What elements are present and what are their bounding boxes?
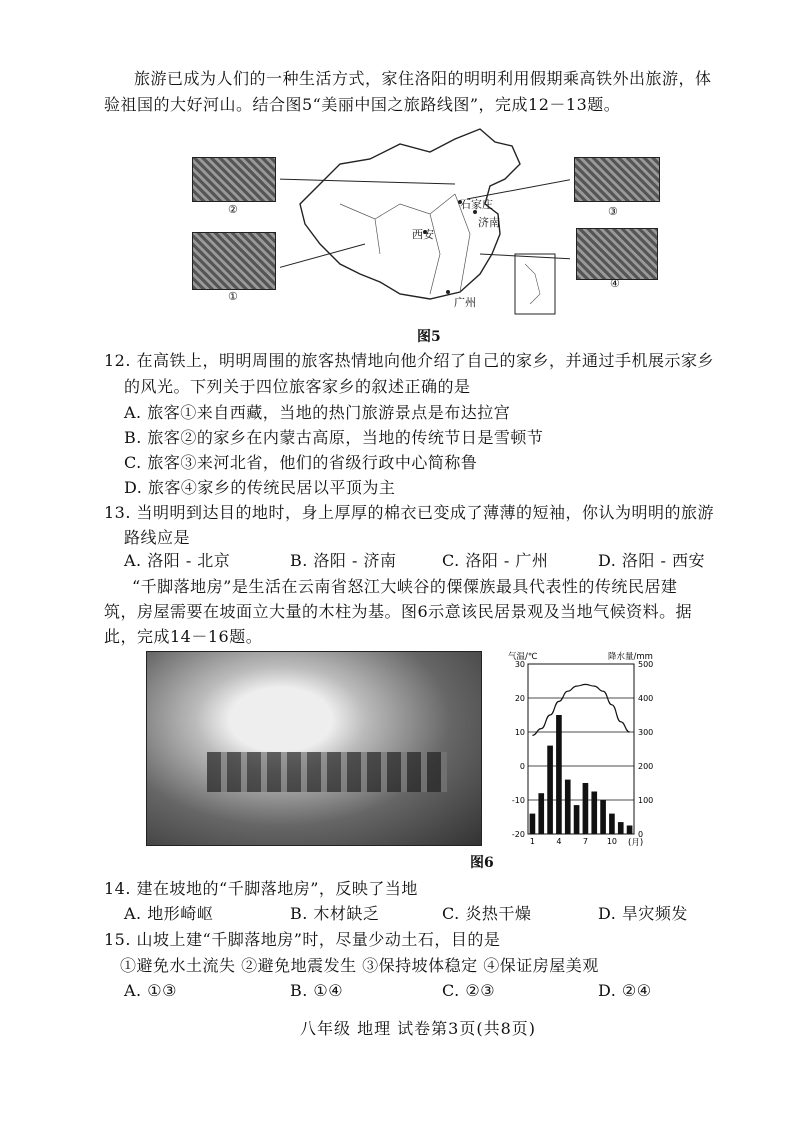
y-right-label: 降水量/mm	[608, 652, 653, 662]
x-tick: 7	[582, 837, 588, 846]
intro-line-1: 旅游已成为人们的一种生活方式，家住洛阳的明明利用假期乘高铁外出旅游，体	[134, 69, 712, 88]
y-left-tick: -10	[511, 796, 525, 805]
precip-bar-7	[583, 783, 589, 834]
q15-option-c: C. ②③	[442, 981, 496, 1000]
y-right-tick: 500	[638, 660, 654, 669]
photo-label-1: ①	[228, 290, 238, 303]
climate-chart	[500, 648, 660, 848]
q12-option-d: D. 旅客④家乡的传统民居以平顶为主	[124, 478, 396, 497]
precip-bar-2	[538, 793, 544, 834]
figure-6-caption: 图6	[470, 855, 494, 871]
precip-bar-10	[609, 814, 615, 834]
precip-bar-9	[600, 800, 606, 834]
q15-option-a: A. ①③	[124, 981, 177, 1000]
q15-option-d: D. ②④	[598, 981, 652, 1000]
q14-option-c: C. 炎热干燥	[442, 904, 532, 923]
q12-stem-2: 的风光。下列关于四位旅客家乡的叙述正确的是	[124, 377, 471, 396]
precip-bar-12	[627, 826, 633, 835]
photo-4	[576, 228, 658, 280]
y-right-tick: 200	[638, 762, 654, 771]
y-left-tick: 20	[514, 694, 525, 703]
figure-5-caption: 图5	[417, 329, 441, 345]
y-right-tick: 400	[638, 694, 654, 703]
dwelling-landscape-photo	[146, 651, 482, 846]
q13-option-c: C. 洛阳 - 广州	[442, 551, 549, 570]
intro2-line-3: 此，完成14－16题。	[104, 627, 263, 646]
q15-statements: ①避免水土流失 ②避免地震发生 ③保持坡体稳定 ④保证房屋美观	[120, 956, 599, 975]
photo-2	[192, 157, 276, 202]
x-tick: 4	[556, 837, 562, 846]
y-right-tick: 0	[638, 830, 644, 839]
y-left-tick: 30	[514, 660, 525, 669]
china-map	[280, 124, 570, 324]
q13-stem-1: 13. 当明明到达目的地时，身上厚厚的棉衣已变成了薄薄的短袖，你认为明明的旅游	[104, 503, 715, 522]
x-unit-label: (月)	[628, 838, 644, 848]
temperature-line	[532, 684, 629, 735]
photo-label-4: ④	[610, 277, 620, 290]
precip-bar-5	[565, 780, 571, 834]
q14-option-d: D. 旱灾频发	[598, 904, 688, 923]
city-label-xian: 西安	[412, 228, 434, 241]
q14-option-b: B. 木材缺乏	[290, 904, 380, 923]
intro2-line-1: “千脚落地房”是生活在云南省怒江大峡谷的傈僳族最具代表性的传统民居建	[132, 577, 678, 596]
q12-option-b: B. 旅客②的家乡在内蒙古高原，当地的传统节日是雪顿节	[124, 428, 544, 447]
y-right-tick: 100	[638, 796, 654, 805]
y-left-tick: 0	[519, 762, 525, 771]
photo-label-3: ③	[608, 205, 618, 218]
y-left-label: 气温/℃	[508, 652, 538, 662]
precip-bar-4	[556, 715, 562, 834]
precip-bar-1	[530, 814, 536, 834]
y-right-ticks	[638, 660, 653, 839]
q12-stem-1: 12. 在高铁上，明明周围的旅客热情地向他介绍了自己的家乡，并通过手机展示家乡	[104, 351, 715, 370]
city-label-jinan: 济南	[478, 216, 500, 229]
q15-stem: 15. 山坡上建“千脚落地房”时，尽量少动土石，目的是	[104, 930, 501, 949]
q14-option-a: A. 地形崎岖	[124, 904, 214, 923]
intro2-line-2: 筑，房屋需要在坡面立大量的木柱为基。图6示意该民居景观及当地气候资料。据	[104, 602, 693, 621]
intro-line-2: 验祖国的大好河山。结合图5“美丽中国之旅路线图”，完成12－13题。	[104, 95, 621, 114]
q13-option-d: D. 洛阳 - 西安	[598, 551, 706, 570]
photo-3	[574, 157, 660, 202]
page-footer: 八年级 地理 试卷第3页(共8页)	[300, 1019, 537, 1038]
x-tick: 1	[529, 837, 535, 846]
city-label-guangzhou: 广州	[454, 296, 476, 309]
city-label-shijiazhuang: 石家庄	[460, 198, 493, 211]
q13-option-a: A. 洛阳 - 北京	[124, 551, 231, 570]
q12-option-a: A. 旅客①来自西藏，当地的热门旅游景点是布达拉宫	[124, 403, 511, 422]
q14-stem: 14. 建在坡地的“千脚落地房”，反映了当地	[104, 879, 418, 898]
photo-1	[192, 232, 276, 290]
x-tick: 10	[606, 837, 618, 846]
precip-bar-8	[591, 792, 597, 835]
y-left-tick: -20	[511, 830, 525, 839]
precipitation-bars	[530, 715, 633, 834]
q12-option-c: C. 旅客③来河北省，他们的省级行政中心简称鲁	[124, 453, 478, 472]
precip-bar-6	[574, 805, 580, 834]
y-left-tick: 10	[514, 728, 525, 737]
y-right-tick: 300	[638, 728, 654, 737]
precip-bar-3	[547, 746, 553, 834]
x-ticks	[530, 837, 617, 846]
precip-bar-11	[618, 822, 624, 834]
photo-label-2: ②	[228, 203, 238, 216]
q13-stem-2: 路线应是	[124, 528, 191, 547]
y-left-ticks	[512, 660, 525, 839]
q13-option-b: B. 洛阳 - 济南	[290, 551, 397, 570]
q15-option-b: B. ①④	[290, 981, 344, 1000]
